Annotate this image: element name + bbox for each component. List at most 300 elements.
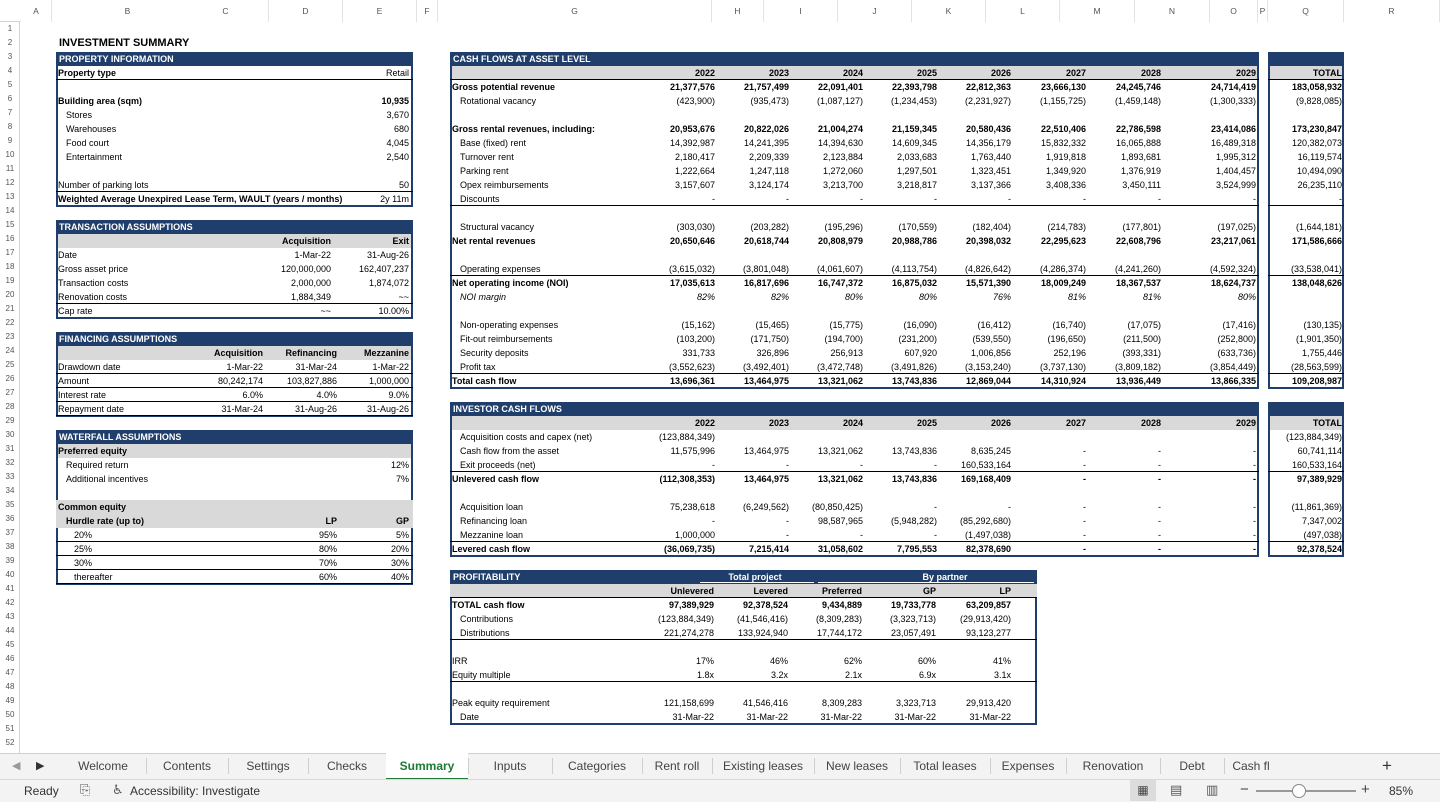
profitability-value[interactable]: 121,158,699 <box>663 698 714 708</box>
investor-value[interactable] <box>791 430 863 444</box>
cash-flow-total-value[interactable]: 26,235,110 <box>1297 180 1342 190</box>
cash-flow-value[interactable]: 15,832,332 <box>1040 138 1086 148</box>
profitability-value[interactable]: 3.1x <box>993 670 1011 680</box>
cash-flows-year-2023[interactable]: 2023 <box>768 68 789 78</box>
cash-flow-value[interactable]: (231,200) <box>898 334 937 344</box>
tab-rent-roll[interactable]: Rent roll <box>654 759 700 773</box>
column-header-B[interactable]: B <box>52 0 204 22</box>
profitability-value[interactable]: 63,209,857 <box>965 600 1011 610</box>
cash-flow-value[interactable]: (15,465) <box>755 320 789 330</box>
cash-flow-total-value[interactable]: 1,755,446 <box>1301 348 1342 358</box>
row-header-11[interactable]: 11 <box>5 164 15 173</box>
row-header-40[interactable]: 40 <box>5 570 15 579</box>
cash-flow-row-label[interactable]: NOI margin <box>460 292 507 302</box>
cash-flow-row-label[interactable]: Base (fixed) rent <box>460 138 527 148</box>
cash-flow-value[interactable]: (3,491,826) <box>890 362 937 372</box>
investor-total-header[interactable]: TOTAL <box>1312 418 1342 428</box>
investor-row-label[interactable]: Acquisition loan <box>460 502 524 512</box>
investor-value[interactable]: 13,743,836 <box>891 474 937 484</box>
row-header-22[interactable]: 22 <box>5 318 15 327</box>
cash-flow-row-label[interactable]: Structural vacancy <box>460 222 535 232</box>
profitability-value[interactable]: 17,744,172 <box>816 628 862 638</box>
page-layout-view-button[interactable] <box>1170 782 1182 798</box>
investor-value[interactable]: 160,533,164 <box>960 460 1011 470</box>
cash-flow-value[interactable]: 13,321,062 <box>817 376 863 386</box>
profitability-value[interactable]: 46% <box>769 656 788 666</box>
financing-refinancing-value[interactable]: 4.0% <box>316 390 337 400</box>
profitability-value[interactable]: 31-Mar-22 <box>672 712 714 722</box>
cash-flow-value[interactable]: 14,356,179 <box>965 138 1011 148</box>
tab-renovation[interactable]: Renovation <box>1082 759 1144 773</box>
profitability-col-unlevered[interactable]: Unlevered <box>670 586 714 596</box>
investor-value[interactable]: - <box>1083 516 1086 526</box>
investor-value[interactable]: 31,058,602 <box>817 544 863 554</box>
cash-flow-value[interactable]: 13,936,449 <box>1115 376 1161 386</box>
profitability-value[interactable]: 2.1x <box>844 670 862 680</box>
cash-flow-value[interactable]: 1,247,118 <box>749 166 789 176</box>
investor-value[interactable]: - <box>934 460 937 470</box>
cash-flow-value[interactable]: (171,750) <box>750 334 789 344</box>
row-header-19[interactable]: 19 <box>5 276 15 285</box>
cash-flow-value[interactable]: 3,218,817 <box>896 180 937 190</box>
investor-value[interactable]: (6,249,562) <box>742 502 789 512</box>
cash-flow-value[interactable]: 13,866,335 <box>1210 376 1256 386</box>
investor-value[interactable]: - <box>786 516 789 526</box>
profitability-value[interactable]: 97,389,929 <box>668 600 714 610</box>
cash-flow-row-label[interactable]: Fit-out reimbursements <box>460 334 553 344</box>
cash-flow-value[interactable]: 14,310,924 <box>1040 376 1086 386</box>
investor-year-2029[interactable]: 2029 <box>1235 418 1256 428</box>
profitability-row-label[interactable]: IRR <box>452 656 468 666</box>
investor-value[interactable]: - <box>1158 530 1161 540</box>
cash-flow-value[interactable]: 1,763,440 <box>970 152 1011 162</box>
investor-year-2027[interactable]: 2027 <box>1065 418 1086 428</box>
investor-value[interactable]: - <box>1158 516 1161 526</box>
investor-total-value[interactable]: 97,389,929 <box>1296 474 1342 484</box>
property-food-label[interactable]: Food court <box>66 138 110 148</box>
hurdle-tier-lp[interactable]: 80% <box>318 544 337 554</box>
hurdle-tier-lp[interactable]: 70% <box>318 558 337 568</box>
column-header-C[interactable]: C <box>183 0 269 22</box>
row-header-46[interactable]: 46 <box>5 654 15 663</box>
tab-settings[interactable]: Settings <box>246 759 290 773</box>
cash-flow-value[interactable]: 16,489,318 <box>1210 138 1256 148</box>
cash-flow-row-label[interactable]: Security deposits <box>460 348 529 358</box>
cash-flow-total-value[interactable]: 16,119,574 <box>1297 152 1342 162</box>
investor-value[interactable]: - <box>1083 460 1086 470</box>
transaction-row-label[interactable]: Transaction costs <box>58 278 129 288</box>
transaction-col-exit[interactable]: Exit <box>392 236 409 246</box>
cash-flow-value[interactable]: (935,473) <box>750 96 789 106</box>
cash-flow-value[interactable]: 20,398,032 <box>965 236 1011 246</box>
accessibility-icon[interactable]: ♿ <box>112 782 124 797</box>
row-header-29[interactable]: 29 <box>5 416 15 425</box>
profitability-col-gp[interactable]: GP <box>922 586 936 596</box>
cash-flow-value[interactable]: 3,213,700 <box>822 180 863 190</box>
profitability-value[interactable]: 41,546,416 <box>742 698 788 708</box>
tab-categories[interactable]: Categories <box>567 759 627 773</box>
required-return-value[interactable]: 12% <box>390 460 409 470</box>
row-header-2[interactable]: 2 <box>7 38 13 47</box>
wault-label[interactable]: Weighted Average Unexpired Lease Term, WAULT (years / months) <box>58 194 343 204</box>
cash-flows-year-2024[interactable]: 2024 <box>842 68 863 78</box>
cash-flow-value[interactable]: 22,608,796 <box>1115 236 1161 246</box>
investor-value[interactable]: - <box>1083 474 1086 484</box>
profitability-col-preferred[interactable]: Preferred <box>821 586 862 596</box>
investor-value[interactable]: - <box>1253 516 1256 526</box>
investor-value[interactable]: 13,321,062 <box>817 474 863 484</box>
preferred-equity-label[interactable]: Preferred equity <box>58 446 128 456</box>
page-break-view-button[interactable] <box>1206 782 1218 798</box>
cash-flow-value[interactable]: 3,157,607 <box>674 180 715 190</box>
cash-flow-value[interactable]: (4,592,324) <box>1209 264 1256 274</box>
column-header-N[interactable]: N <box>1135 0 1210 22</box>
hurdle-tier-lp[interactable]: 95% <box>318 530 337 540</box>
cash-flow-value[interactable]: - <box>712 194 715 204</box>
hurdle-tier-gp[interactable]: 30% <box>390 558 409 568</box>
cash-flow-value[interactable]: 14,394,630 <box>817 138 863 148</box>
investor-value[interactable]: 13,743,836 <box>891 446 937 456</box>
cash-flow-value[interactable]: (3,492,401) <box>742 362 789 372</box>
tab-debt[interactable]: Debt <box>1179 759 1205 773</box>
cash-flow-value[interactable]: 16,747,372 <box>817 278 863 288</box>
profitability-group-by-partner[interactable]: By partner <box>922 572 968 582</box>
investor-value[interactable]: - <box>1083 502 1086 512</box>
cash-flow-value[interactable]: - <box>1158 194 1161 204</box>
cash-flow-value[interactable]: 81% <box>1142 292 1161 302</box>
tab-contents[interactable]: Contents <box>162 759 212 773</box>
cash-flow-value[interactable]: 22,812,363 <box>965 82 1011 92</box>
row-header-13[interactable]: 13 <box>5 192 15 201</box>
cash-flow-total-value[interactable]: 138,048,626 <box>1291 278 1342 288</box>
cash-flow-value[interactable]: 81% <box>1067 292 1086 302</box>
tab-scroll-right-button[interactable] <box>36 759 44 772</box>
cash-flow-total-value[interactable]: 183,058,932 <box>1291 82 1342 92</box>
cash-flow-value[interactable]: (3,809,182) <box>1114 362 1161 372</box>
investor-value[interactable]: - <box>1158 544 1161 554</box>
cash-flow-value[interactable]: (16,090) <box>903 320 937 330</box>
cash-flow-value[interactable]: (17,416) <box>1222 320 1256 330</box>
transaction-exit-value[interactable]: ~~ <box>398 292 409 302</box>
cash-flow-value[interactable]: 1,222,664 <box>674 166 715 176</box>
cash-flow-value[interactable]: (3,153,240) <box>964 362 1011 372</box>
cash-flow-value[interactable]: (15,162) <box>681 320 715 330</box>
profitability-value[interactable]: 221,274,278 <box>663 628 714 638</box>
cash-flow-value[interactable]: 1,893,681 <box>1120 152 1161 162</box>
investor-value[interactable]: - <box>1158 460 1161 470</box>
cash-flow-value[interactable]: 22,786,598 <box>1115 124 1161 134</box>
financing-refinancing-value[interactable]: 31-Mar-24 <box>295 362 337 372</box>
cash-flow-row-label[interactable]: Turnover rent <box>460 152 514 162</box>
hurdle-tier-label[interactable]: 20% <box>74 530 93 540</box>
investor-value[interactable]: - <box>860 530 863 540</box>
cash-flow-value[interactable]: - <box>1253 194 1256 204</box>
cash-flow-value[interactable]: 23,414,086 <box>1210 124 1256 134</box>
property-type-label[interactable]: Property type <box>58 68 117 78</box>
property-type-value[interactable]: Retail <box>385 68 409 78</box>
row-header-1[interactable]: 1 <box>7 24 13 33</box>
profitability-row-label[interactable]: TOTAL cash flow <box>452 600 525 610</box>
profitability-value[interactable]: (3,323,713) <box>889 614 936 624</box>
investor-year-2023[interactable]: 2023 <box>768 418 789 428</box>
profitability-row-label[interactable]: Equity multiple <box>452 670 511 680</box>
investor-year-2026[interactable]: 2026 <box>990 418 1011 428</box>
row-header-35[interactable]: 35 <box>5 500 15 509</box>
zoom-slider[interactable] <box>1256 790 1356 792</box>
cash-flow-total-value[interactable]: 109,208,987 <box>1291 376 1342 386</box>
row-header-9[interactable]: 9 <box>7 136 13 145</box>
cash-flow-value[interactable]: (17,075) <box>1127 320 1161 330</box>
profitability-value[interactable]: 93,123,277 <box>965 628 1011 638</box>
investor-row-label[interactable]: Acquisition costs and capex (net) <box>460 432 593 442</box>
cash-flow-row-label[interactable]: Gross potential revenue <box>452 82 556 92</box>
investor-year-2025[interactable]: 2025 <box>916 418 937 428</box>
cash-flow-value[interactable]: 1,995,312 <box>1215 152 1256 162</box>
transaction-row-label[interactable]: Renovation costs <box>58 292 128 302</box>
transaction-exit-value[interactable]: 31-Aug-26 <box>366 250 409 260</box>
property-stores-value[interactable]: 3,670 <box>386 110 409 120</box>
profitability-value[interactable]: 31-Mar-22 <box>894 712 936 722</box>
tab-total-leases[interactable]: Total leases <box>913 759 977 773</box>
profitability-col-levered[interactable]: Levered <box>753 586 788 596</box>
cash-flow-value[interactable]: 82% <box>696 292 715 302</box>
cash-flow-value[interactable]: 607,920 <box>904 348 937 358</box>
cash-flow-value[interactable]: 256,913 <box>830 348 863 358</box>
cash-flow-value[interactable]: 80% <box>1237 292 1256 302</box>
tab-cash-fl[interactable]: Cash fl <box>1232 759 1270 773</box>
financing-acquisition-value[interactable]: 6.0% <box>242 390 263 400</box>
profitability-value[interactable]: 31-Mar-22 <box>746 712 788 722</box>
cash-flow-value[interactable]: (3,552,623) <box>668 362 715 372</box>
cash-flow-row-label[interactable]: Total cash flow <box>452 376 517 386</box>
cash-flow-value[interactable]: (203,282) <box>750 222 789 232</box>
column-header-I[interactable]: I <box>764 0 838 22</box>
investor-total-value[interactable]: 7,347,002 <box>1301 516 1342 526</box>
cash-flow-value[interactable]: 1,323,451 <box>970 166 1011 176</box>
cash-flows-year-2022[interactable]: 2022 <box>694 68 715 78</box>
cash-flow-value[interactable]: (539,550) <box>972 334 1011 344</box>
row-header-5[interactable]: 5 <box>7 80 13 89</box>
investor-value[interactable] <box>1014 430 1086 444</box>
investor-value[interactable]: - <box>1158 502 1161 512</box>
profitability-value[interactable]: 9,434,889 <box>821 600 862 610</box>
required-return-label[interactable]: Required return <box>66 460 129 470</box>
zoom-in-button[interactable]: + <box>1361 781 1370 798</box>
cash-flow-value[interactable]: - <box>786 194 789 204</box>
financing-row-label[interactable]: Repayment date <box>58 404 125 414</box>
cash-flow-value[interactable]: 331,733 <box>682 348 715 358</box>
financing-row-label[interactable]: Interest rate <box>58 390 107 400</box>
hurdle-tier-label[interactable]: 25% <box>74 544 93 554</box>
profitability-value[interactable]: (123,884,349) <box>657 614 714 624</box>
profitability-row-label[interactable]: Peak equity requirement <box>452 698 550 708</box>
cash-flow-value[interactable]: (3,737,130) <box>1039 362 1086 372</box>
cash-flows-total-header[interactable]: TOTAL <box>1312 68 1342 78</box>
investor-value[interactable]: (112,308,353) <box>659 474 715 484</box>
investor-value[interactable]: - <box>712 460 715 470</box>
cash-flow-value[interactable]: 82% <box>770 292 789 302</box>
column-header-G[interactable]: G <box>438 0 712 22</box>
investor-value[interactable]: 169,168,409 <box>960 474 1011 484</box>
investor-value[interactable]: 8,635,245 <box>970 446 1011 456</box>
transaction-acquisition-value[interactable]: 1,884,349 <box>290 292 331 302</box>
cash-flow-value[interactable]: (1,155,725) <box>1039 96 1086 106</box>
investor-value[interactable] <box>1184 430 1256 444</box>
cash-flow-value[interactable]: (3,854,449) <box>1209 362 1256 372</box>
row-header-3[interactable]: 3 <box>7 52 13 61</box>
cash-flows-year-2027[interactable]: 2027 <box>1065 68 1086 78</box>
cash-flow-value[interactable]: 2,209,339 <box>748 152 789 162</box>
financing-col-refinancing[interactable]: Refinancing <box>285 348 337 358</box>
cash-flow-value[interactable]: 16,065,888 <box>1115 138 1161 148</box>
row-header-16[interactable]: 16 <box>5 234 15 243</box>
transaction-acquisition-value[interactable]: 2,000,000 <box>290 278 331 288</box>
cash-flow-value[interactable]: 23,217,061 <box>1210 236 1256 246</box>
transaction-col-acquisition[interactable]: Acquisition <box>282 236 331 246</box>
transaction-row-label[interactable]: Gross asset price <box>58 264 129 274</box>
tab-scroll-left-button[interactable] <box>12 759 20 772</box>
profitability-value[interactable]: 62% <box>843 656 862 666</box>
row-header-42[interactable]: 42 <box>5 598 15 607</box>
investor-year-2022[interactable]: 2022 <box>694 418 715 428</box>
profitability-row-label[interactable]: Date <box>460 712 480 722</box>
investor-value[interactable]: 82,378,690 <box>965 544 1011 554</box>
cash-flow-value[interactable]: (4,826,642) <box>964 264 1011 274</box>
hurdle-tier-label[interactable]: thereafter <box>74 572 113 582</box>
cash-flow-value[interactable]: (2,231,927) <box>964 96 1011 106</box>
investor-value[interactable]: (85,292,680) <box>959 516 1011 526</box>
financing-refinancing-value[interactable]: 31-Aug-26 <box>294 404 337 414</box>
cash-flow-value[interactable]: 21,159,345 <box>891 124 937 134</box>
investor-value[interactable]: (80,850,425) <box>811 502 863 512</box>
cash-flow-value[interactable]: 13,464,975 <box>743 376 789 386</box>
investor-total-value[interactable]: (123,884,349) <box>1285 432 1342 442</box>
cash-flow-value[interactable]: 22,295,623 <box>1040 236 1086 246</box>
cash-flow-value[interactable]: 2,123,884 <box>822 152 863 162</box>
add-sheet-button[interactable] <box>1382 755 1392 777</box>
row-header-31[interactable]: 31 <box>5 444 15 453</box>
financing-refinancing-value[interactable]: 103,827,886 <box>286 376 337 386</box>
cash-flow-row-label[interactable]: Opex reimbursements <box>460 180 549 190</box>
additional-incentives-value[interactable]: 7% <box>395 474 409 484</box>
cash-flow-value[interactable]: (3,472,748) <box>816 362 863 372</box>
cash-flow-value[interactable]: 3,408,336 <box>1045 180 1086 190</box>
cash-flow-value[interactable]: (1,087,127) <box>816 96 863 106</box>
cash-flow-value[interactable]: (252,800) <box>1217 334 1256 344</box>
building-area-label[interactable]: Building area (sqm) <box>58 96 143 106</box>
investor-value[interactable]: - <box>1083 446 1086 456</box>
cash-flow-value[interactable]: 18,367,537 <box>1115 278 1161 288</box>
column-header-K[interactable]: K <box>912 0 986 22</box>
cash-flow-value[interactable]: 2,033,683 <box>896 152 937 162</box>
column-header-L[interactable]: L <box>986 0 1060 22</box>
column-header-M[interactable]: M <box>1060 0 1135 22</box>
investor-value[interactable]: - <box>786 530 789 540</box>
row-header-17[interactable]: 17 <box>5 248 15 257</box>
investor-row-label[interactable]: Levered cash flow <box>452 544 531 554</box>
investor-value[interactable]: - <box>1083 544 1086 554</box>
cash-flow-value[interactable]: 18,009,249 <box>1040 278 1086 288</box>
cash-flow-value[interactable]: 76% <box>992 292 1011 302</box>
column-header-F[interactable]: F <box>417 0 438 22</box>
transaction-acquisition-value[interactable]: 120,000,000 <box>280 264 331 274</box>
investor-value[interactable]: - <box>934 530 937 540</box>
cash-flow-value[interactable]: 20,580,436 <box>965 124 1011 134</box>
investor-value[interactable]: - <box>1083 530 1086 540</box>
row-header-14[interactable]: 14 <box>5 206 15 215</box>
profitability-value[interactable]: 6.9x <box>918 670 936 680</box>
cash-flow-value[interactable]: 21,377,576 <box>669 82 715 92</box>
cash-flow-value[interactable]: 20,618,744 <box>743 236 789 246</box>
tab-inputs[interactable]: Inputs <box>493 759 527 773</box>
cash-flow-total-value[interactable]: 173,230,847 <box>1291 124 1342 134</box>
cash-flow-total-value[interactable]: (33,538,041) <box>1290 264 1342 274</box>
cash-flow-value[interactable]: 1,404,457 <box>1215 166 1256 176</box>
investor-total-value[interactable]: 60,741,114 <box>1297 446 1342 456</box>
cash-flow-value[interactable]: (633,736) <box>1217 348 1256 358</box>
transaction-row-label[interactable]: Date <box>58 250 78 260</box>
cash-flow-value[interactable]: - <box>1008 194 1011 204</box>
profitability-value[interactable]: 92,378,524 <box>742 600 788 610</box>
investor-value[interactable]: (1,497,038) <box>964 530 1011 540</box>
cash-flow-value[interactable]: (4,286,374) <box>1039 264 1086 274</box>
row-header-6[interactable]: 6 <box>7 94 13 103</box>
hurdle-tier-gp[interactable]: 40% <box>390 572 409 582</box>
investor-value[interactable]: 11,575,996 <box>670 446 715 456</box>
row-header-36[interactable]: 36 <box>5 514 15 523</box>
row-header-37[interactable]: 37 <box>5 528 15 537</box>
column-header-O[interactable]: O <box>1210 0 1258 22</box>
investor-value[interactable]: - <box>1253 474 1256 484</box>
cash-flow-value[interactable]: 1,349,920 <box>1045 166 1086 176</box>
cash-flow-value[interactable]: (15,775) <box>829 320 863 330</box>
cash-flow-value[interactable]: 13,743,836 <box>891 376 937 386</box>
cash-flow-value[interactable]: (1,459,148) <box>1114 96 1161 106</box>
transaction-exit-value[interactable]: 162,407,237 <box>358 264 409 274</box>
worksheet-grid[interactable] <box>21 23 1440 753</box>
investor-value[interactable]: - <box>1008 502 1011 512</box>
cash-flow-value[interactable]: (3,801,048) <box>742 264 789 274</box>
cash-flow-value[interactable]: 252,196 <box>1053 348 1086 358</box>
hurdle-tier-lp[interactable]: 60% <box>318 572 337 582</box>
profitability-value[interactable]: 29,913,420 <box>965 698 1011 708</box>
row-header-32[interactable]: 32 <box>5 458 15 467</box>
financing-acquisition-value[interactable]: 80,242,174 <box>217 376 263 386</box>
profitability-value[interactable]: (29,913,420) <box>959 614 1011 624</box>
wault-value[interactable]: 2y 11m <box>380 194 409 204</box>
financing-col-acquisition[interactable]: Acquisition <box>214 348 263 358</box>
row-header-49[interactable]: 49 <box>5 696 15 705</box>
investor-value[interactable]: - <box>1253 502 1256 512</box>
cash-flow-value[interactable]: (197,025) <box>1217 222 1256 232</box>
cash-flow-value[interactable]: 22,510,406 <box>1040 124 1086 134</box>
cash-flow-value[interactable]: 3,124,174 <box>748 180 789 190</box>
zoom-out-button[interactable]: − <box>1240 781 1249 798</box>
profitability-col-lp[interactable]: LP <box>999 586 1011 596</box>
property-ent-value[interactable]: 2,540 <box>386 152 409 162</box>
cash-flow-value[interactable]: (3,615,032) <box>668 264 715 274</box>
investor-value[interactable]: - <box>712 516 715 526</box>
cash-flow-value[interactable]: (1,234,453) <box>890 96 937 106</box>
row-header-10[interactable]: 10 <box>5 150 15 159</box>
macro-record-icon[interactable]: ⎘ <box>80 782 91 797</box>
financing-row-label[interactable]: Drawdown date <box>58 362 121 372</box>
row-header-28[interactable]: 28 <box>5 402 15 411</box>
investor-row-label[interactable]: Refinancing loan <box>460 516 528 526</box>
cash-flow-value[interactable]: 23,666,130 <box>1040 82 1086 92</box>
cash-flow-value[interactable]: 1,272,060 <box>822 166 863 176</box>
investor-value[interactable]: - <box>1253 446 1256 456</box>
